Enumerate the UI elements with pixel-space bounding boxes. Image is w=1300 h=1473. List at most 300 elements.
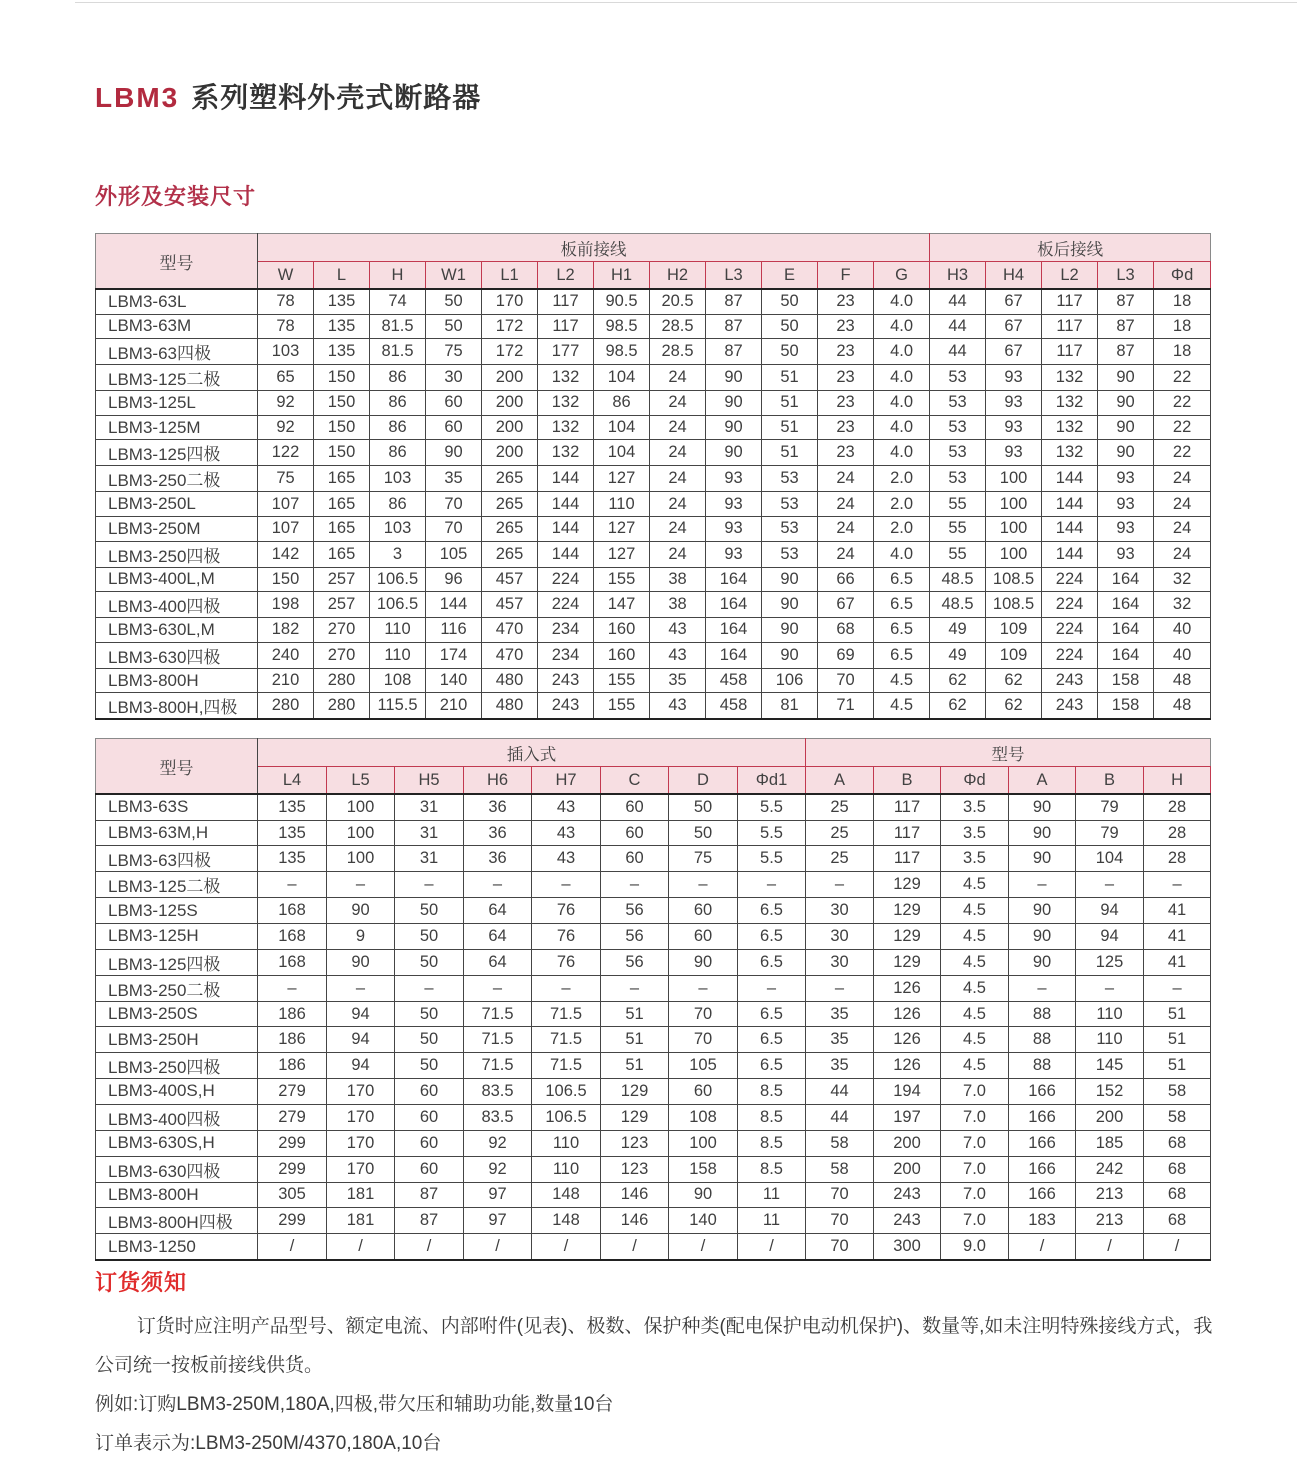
dimension-value: 6.5 [874, 592, 930, 618]
dimension-value: 94 [1076, 924, 1144, 950]
dimension-value: 126 [874, 1027, 941, 1053]
dimension-value: 90 [1098, 415, 1154, 440]
dimension-value: 200 [482, 440, 538, 466]
dimension-value: / [738, 1234, 806, 1260]
column-header: L3 [1098, 262, 1154, 290]
dimension-value: 51 [1144, 1001, 1211, 1027]
dimension-value: 71.5 [532, 1053, 601, 1079]
dimension-value: 24 [1154, 541, 1211, 567]
dimension-value: 458 [706, 668, 762, 693]
dimension-value: 51 [601, 1053, 669, 1079]
table-group-header-row [96, 739, 1211, 767]
column-header: A [806, 767, 874, 795]
dimension-value: 51 [1144, 1053, 1211, 1079]
dimension-value: 87 [706, 289, 762, 314]
dimension-value: 166 [1009, 1130, 1076, 1156]
dimension-value: 68 [1144, 1130, 1211, 1156]
dimension-value: 43 [532, 820, 601, 846]
dimension-value: 129 [601, 1104, 669, 1130]
dimension-value: 164 [1098, 592, 1154, 618]
table-row [96, 567, 1211, 592]
model-name: LBM3-125二极 [96, 365, 258, 391]
dimension-value: 4.5 [941, 975, 1009, 1001]
dimension-value: 50 [395, 1027, 464, 1053]
dimension-value: 81 [762, 693, 818, 720]
dimension-value: 160 [594, 618, 650, 643]
table-row [96, 924, 1211, 950]
dimension-value: 71.5 [464, 1053, 532, 1079]
table-row [96, 1234, 1211, 1260]
dimension-value: 90 [1098, 365, 1154, 391]
dimension-value: 58 [1144, 1104, 1211, 1130]
dimension-value: 106 [762, 668, 818, 693]
dimension-value: 50 [395, 949, 464, 975]
dimension-value: 103 [370, 466, 426, 492]
dimension-value: 51 [601, 1027, 669, 1053]
dimension-value: 86 [370, 492, 426, 517]
ordering-notes-paragraph: 订货时应注明产品型号、额定电流、内部咐件(见表)、极数、保护种类(配电保护电动机保护)、数量等,如未注明特殊接线方式，我公司统一按板前接线供货。 [95, 1316, 1213, 1376]
dimension-value: 93 [1098, 541, 1154, 567]
model-column-header: 型号 [96, 739, 258, 795]
dimension-value: 8.5 [738, 1104, 806, 1130]
dimension-value: – [1144, 975, 1211, 1001]
dimension-value: 132 [1042, 391, 1098, 416]
dimension-value: 23 [818, 314, 874, 339]
model-name: LBM3-63M [96, 314, 258, 339]
dimension-value: 43 [650, 642, 706, 668]
table-body [96, 289, 1211, 719]
dimension-value: 67 [986, 314, 1042, 339]
dimension-value: 43 [532, 846, 601, 872]
dimension-value: 50 [762, 314, 818, 339]
dimension-value: 152 [1076, 1079, 1144, 1105]
dimension-value: 93 [706, 466, 762, 492]
dimension-value: 67 [986, 289, 1042, 314]
dimension-value: / [327, 1234, 395, 1260]
dimension-value: 97 [464, 1182, 532, 1208]
dimension-value: 110 [594, 492, 650, 517]
dimension-value: 103 [370, 516, 426, 541]
dimension-value: 50 [669, 794, 738, 820]
dimension-value: 100 [327, 794, 395, 820]
dimension-value: 116 [426, 618, 482, 643]
model-name: LBM3-1250 [96, 1234, 258, 1260]
table-row [96, 1156, 1211, 1182]
dimension-value: 25 [806, 820, 874, 846]
dimension-value: 51 [762, 391, 818, 416]
dimension-value: 88 [1009, 1053, 1076, 1079]
table-body [96, 794, 1211, 1260]
dimension-value: 22 [1154, 391, 1211, 416]
dimension-value: 36 [464, 846, 532, 872]
dimension-value: 213 [1076, 1182, 1144, 1208]
dimension-value: 198 [258, 592, 314, 618]
dimension-value: 170 [327, 1079, 395, 1105]
model-name: LBM3-63S [96, 794, 258, 820]
dimension-value: 35 [426, 466, 482, 492]
column-header: L [314, 262, 370, 290]
dimension-value: 100 [986, 516, 1042, 541]
dimension-value: 135 [258, 846, 327, 872]
dimension-value: 92 [258, 391, 314, 416]
dimension-value: 257 [314, 567, 370, 592]
dimension-value: 62 [930, 693, 986, 720]
dimension-value: 4.5 [874, 693, 930, 720]
dimension-value: 132 [538, 440, 594, 466]
dimension-value: 65 [258, 365, 314, 391]
dimension-value: 117 [1042, 289, 1098, 314]
column-header: A [1009, 767, 1076, 795]
dimension-value: 55 [930, 492, 986, 517]
dimension-value: 158 [1098, 693, 1154, 720]
column-header: L3 [706, 262, 762, 290]
dimension-value: 4.5 [941, 1027, 1009, 1053]
dimension-value: 24 [818, 492, 874, 517]
dimension-value: 299 [258, 1208, 327, 1234]
dimension-value: 76 [532, 924, 601, 950]
product-series-code: LBM3 [95, 82, 180, 113]
dimension-value: – [395, 975, 464, 1001]
table-row [96, 794, 1211, 820]
dimension-value: 265 [482, 516, 538, 541]
dimension-value: 142 [258, 541, 314, 567]
dimension-value: 305 [258, 1182, 327, 1208]
dimension-value: 90 [669, 949, 738, 975]
dimension-value: / [532, 1234, 601, 1260]
model-name: LBM3-800H,四极 [96, 693, 258, 720]
dimension-value: 35 [806, 1001, 874, 1027]
model-name: LBM3-630四极 [96, 1156, 258, 1182]
dimension-value: 58 [1144, 1079, 1211, 1105]
dimension-value: 88 [1009, 1001, 1076, 1027]
dimension-value: / [1009, 1234, 1076, 1260]
dimension-value: 92 [258, 415, 314, 440]
dimension-value: 185 [1076, 1130, 1144, 1156]
dimension-value: 30 [806, 924, 874, 950]
column-header: G [874, 262, 930, 290]
dimension-value: 74 [370, 289, 426, 314]
dimension-value: 144 [426, 592, 482, 618]
dimension-value: 257 [314, 592, 370, 618]
dimension-value: 7.0 [941, 1104, 1009, 1130]
dimension-value: 60 [601, 794, 669, 820]
dimension-value: 135 [314, 339, 370, 365]
dimension-value: 30 [806, 898, 874, 924]
dimension-value: 213 [1076, 1208, 1144, 1234]
dimension-value: 87 [706, 314, 762, 339]
dimension-value: 98.5 [594, 339, 650, 365]
dimension-value: 265 [482, 492, 538, 517]
dimension-value: 109 [986, 618, 1042, 643]
dimension-value: 44 [930, 339, 986, 365]
dimension-value: 76 [532, 949, 601, 975]
dimension-value: 49 [930, 642, 986, 668]
dimension-value: 90 [1009, 924, 1076, 950]
dimension-value: 129 [874, 898, 941, 924]
dimension-value: 164 [706, 642, 762, 668]
group-header-plugin: 插入式 [258, 739, 806, 767]
dimension-value: 71.5 [464, 1027, 532, 1053]
dimension-value: – [258, 975, 327, 1001]
dimension-value: 51 [762, 415, 818, 440]
dimension-value: 4.0 [874, 365, 930, 391]
dimension-value: 457 [482, 567, 538, 592]
dimension-value: 144 [538, 541, 594, 567]
column-header: E [762, 262, 818, 290]
dimension-value: 155 [594, 567, 650, 592]
model-name: LBM3-63M,H [96, 820, 258, 846]
dimension-value: 90 [1009, 794, 1076, 820]
dimension-value: 106.5 [532, 1104, 601, 1130]
dimension-value: 164 [1098, 618, 1154, 643]
table-row [96, 516, 1211, 541]
dimension-value: 68 [1144, 1156, 1211, 1182]
dimension-value: 4.0 [874, 415, 930, 440]
dimension-value: 4.0 [874, 391, 930, 416]
dimension-value: 28.5 [650, 339, 706, 365]
dimension-value: 90 [762, 592, 818, 618]
dimension-value: 25 [806, 846, 874, 872]
table-row [96, 642, 1211, 668]
model-name: LBM3-125二极 [96, 872, 258, 898]
dimension-value: 93 [986, 415, 1042, 440]
dimension-value: 31 [395, 846, 464, 872]
dimension-value: 164 [706, 567, 762, 592]
dimension-value: 144 [1042, 492, 1098, 517]
dimension-value: 92 [464, 1156, 532, 1182]
table-row [96, 466, 1211, 492]
dimension-value: 81.5 [370, 314, 426, 339]
dimension-value: 53 [930, 415, 986, 440]
column-header: F [818, 262, 874, 290]
dimension-value: 28 [1144, 820, 1211, 846]
dimension-value: 48 [1154, 693, 1211, 720]
dimension-value: 93 [1098, 516, 1154, 541]
dimension-value: 90 [426, 440, 482, 466]
dimension-value: 155 [594, 668, 650, 693]
dimension-value: 108.5 [986, 567, 1042, 592]
dimension-value: 224 [1042, 618, 1098, 643]
dimension-value: – [1144, 872, 1211, 898]
dimension-value: 224 [538, 592, 594, 618]
dimension-value: 172 [482, 339, 538, 365]
model-name: LBM3-250M [96, 516, 258, 541]
dimension-value: 60 [669, 898, 738, 924]
table-row [96, 668, 1211, 693]
dimension-value: 150 [314, 365, 370, 391]
table-row [96, 1079, 1211, 1105]
dimension-value: 24 [818, 516, 874, 541]
dimension-value: 68 [1144, 1182, 1211, 1208]
dimension-value: 88 [1009, 1027, 1076, 1053]
dimension-value: 24 [650, 440, 706, 466]
model-name: LBM3-250二极 [96, 975, 258, 1001]
column-header: L2 [538, 262, 594, 290]
dimension-value: 93 [706, 541, 762, 567]
column-header: L4 [258, 767, 327, 795]
table-row [96, 1208, 1211, 1234]
dimension-value: 86 [594, 391, 650, 416]
dimension-value: 6.5 [874, 567, 930, 592]
dimension-value: 4.5 [941, 1001, 1009, 1027]
dimension-value: 9 [327, 924, 395, 950]
dimension-value: 243 [1042, 693, 1098, 720]
dimension-value: 240 [258, 642, 314, 668]
column-header: W [258, 262, 314, 290]
table-row [96, 1027, 1211, 1053]
dimension-value: 117 [538, 289, 594, 314]
dimension-value: 181 [327, 1208, 395, 1234]
dimension-value: 117 [1042, 339, 1098, 365]
dimension-value: 75 [669, 846, 738, 872]
dimension-value: 126 [874, 1053, 941, 1079]
dimension-value: 186 [258, 1001, 327, 1027]
dimension-value: 224 [538, 567, 594, 592]
dimension-value: 4.0 [874, 314, 930, 339]
dimension-value: 3 [370, 541, 426, 567]
dimension-value: 87 [1098, 314, 1154, 339]
dimension-value: 144 [538, 516, 594, 541]
table-row [96, 1182, 1211, 1208]
table-row [96, 872, 1211, 898]
dimension-value: 60 [395, 1130, 464, 1156]
dimension-value: 104 [594, 415, 650, 440]
dimension-value: 299 [258, 1130, 327, 1156]
dimension-value: 64 [464, 924, 532, 950]
dimension-value: / [601, 1234, 669, 1260]
dimension-value: 104 [1076, 846, 1144, 872]
dimension-value: 186 [258, 1027, 327, 1053]
dimension-value: 93 [986, 365, 1042, 391]
dimension-value: 234 [538, 618, 594, 643]
dimension-value: 24 [650, 391, 706, 416]
dimension-value: 168 [258, 898, 327, 924]
dimension-value: 4.5 [941, 898, 1009, 924]
dimension-value: 279 [258, 1079, 327, 1105]
dimension-value: 68 [1144, 1208, 1211, 1234]
dimension-value: 186 [258, 1053, 327, 1079]
dimension-value: 123 [601, 1130, 669, 1156]
dimension-value: 125 [1076, 949, 1144, 975]
column-header: Φd [1154, 262, 1211, 290]
dimension-value: 2.0 [874, 466, 930, 492]
dimension-value: 60 [395, 1079, 464, 1105]
dimension-value: 36 [464, 820, 532, 846]
dimension-value: 70 [426, 516, 482, 541]
dimension-value: 75 [258, 466, 314, 492]
dimension-value: 147 [594, 592, 650, 618]
dimension-value: 24 [818, 466, 874, 492]
dimension-value: 90 [1009, 898, 1076, 924]
column-header: H7 [532, 767, 601, 795]
dimension-value: 22 [1154, 365, 1211, 391]
dimension-value: 174 [426, 642, 482, 668]
dimension-value: 270 [314, 642, 370, 668]
dimension-value: 6.5 [738, 1053, 806, 1079]
dimension-value: 90 [1098, 391, 1154, 416]
dimension-value: 48.5 [930, 567, 986, 592]
dimension-value: 140 [426, 668, 482, 693]
dimension-value: 60 [426, 391, 482, 416]
dimension-value: 64 [464, 898, 532, 924]
dimension-value: 148 [532, 1182, 601, 1208]
dimension-value: 32 [1154, 592, 1211, 618]
dimension-value: 90 [327, 898, 395, 924]
column-header: B [1076, 767, 1144, 795]
dimension-value: 32 [1154, 567, 1211, 592]
table-row [96, 975, 1211, 1001]
dimension-value: 87 [1098, 339, 1154, 365]
dimension-value: – [806, 975, 874, 1001]
dimension-value: 6.5 [874, 642, 930, 668]
dimension-value: – [669, 975, 738, 1001]
dimension-value: 108 [669, 1104, 738, 1130]
dimension-value: 70 [806, 1234, 874, 1260]
dimension-value: 117 [1042, 314, 1098, 339]
dimension-value: 135 [314, 289, 370, 314]
dimension-value: 5.5 [738, 794, 806, 820]
dimension-value: 166 [1009, 1182, 1076, 1208]
dimension-value: 71.5 [464, 1001, 532, 1027]
dimension-value: 243 [874, 1182, 941, 1208]
dimension-value: 110 [1076, 1027, 1144, 1053]
model-name: LBM3-800H四极 [96, 1208, 258, 1234]
dimension-value: 299 [258, 1156, 327, 1182]
dimension-value: 3.5 [941, 846, 1009, 872]
section-heading-ordering: 订货须知 [95, 1270, 188, 1295]
dimension-value: 93 [1098, 466, 1154, 492]
dimension-value: 224 [1042, 642, 1098, 668]
dimension-value: 87 [706, 339, 762, 365]
model-name: LBM3-125四极 [96, 440, 258, 466]
dimension-value: 44 [806, 1079, 874, 1105]
dimension-value: 28 [1144, 846, 1211, 872]
dimension-value: 11 [738, 1208, 806, 1234]
dimension-value: 6.5 [874, 618, 930, 643]
column-header: H5 [395, 767, 464, 795]
column-header: H3 [930, 262, 986, 290]
model-name: LBM3-250四极 [96, 541, 258, 567]
dimension-value: 224 [1042, 567, 1098, 592]
dimension-value: 100 [669, 1130, 738, 1156]
dimension-value: 126 [874, 975, 941, 1001]
dimension-value: 22 [1154, 440, 1211, 466]
dimension-value: 86 [370, 415, 426, 440]
dimension-value: 68 [818, 618, 874, 643]
table-row [96, 391, 1211, 416]
dimension-value: 24 [650, 466, 706, 492]
table-row [96, 492, 1211, 517]
dimension-value: 100 [986, 466, 1042, 492]
dimension-value: 145 [1076, 1053, 1144, 1079]
dimension-value: 300 [874, 1234, 941, 1260]
dimension-value: 4.5 [874, 668, 930, 693]
dimension-value: 8.5 [738, 1079, 806, 1105]
dimension-value: 64 [464, 949, 532, 975]
dimension-value: 110 [532, 1156, 601, 1182]
dimension-value: 43 [650, 618, 706, 643]
model-name: LBM3-125S [96, 898, 258, 924]
dimension-value: – [327, 975, 395, 1001]
dimension-value: 86 [370, 440, 426, 466]
dimension-value: 150 [314, 440, 370, 466]
dimension-value: 23 [818, 391, 874, 416]
dimension-value: 4.5 [941, 949, 1009, 975]
dimension-value: 60 [601, 846, 669, 872]
dimension-value: 166 [1009, 1104, 1076, 1130]
dimension-value: 127 [594, 466, 650, 492]
dimension-value: 87 [1098, 289, 1154, 314]
